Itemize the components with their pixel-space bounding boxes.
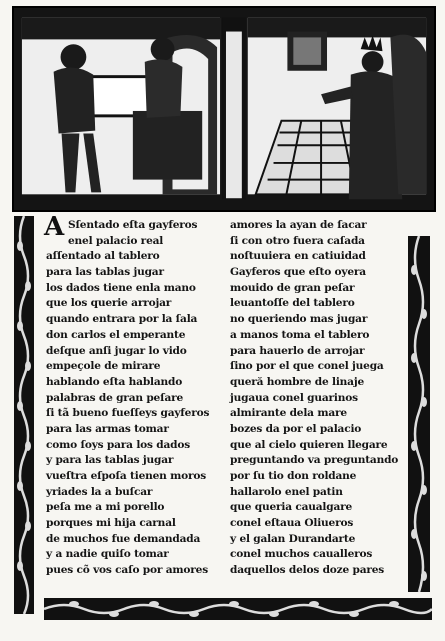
verse-line: ſino por el que conel juega: [230, 360, 384, 373]
verse-line: que al cielo quieren llegare: [230, 438, 388, 451]
verse-column-left: [46, 218, 224, 579]
verse-line: daquellos delos doze pares: [230, 564, 385, 577]
verse-line: jugaua conel guarinos: [230, 391, 358, 404]
verse-line: de muchos fue demandada: [46, 532, 201, 545]
verse-line: don carlos el emperante: [46, 328, 186, 341]
verse-line: y a nadie quiſo tomar: [46, 548, 169, 561]
verse-line: quando entrara por la ſala: [46, 313, 198, 326]
verse-line: ſi con otro fuera caſada: [230, 234, 365, 247]
decorative-border-bottom: [44, 598, 432, 620]
verse-line: a manos toma el tablero: [230, 328, 370, 341]
verse-line: hallarolo enel patin: [230, 485, 343, 498]
verse-line: enel palacio real: [68, 234, 164, 247]
verse-line: que los querie arrojar: [46, 297, 172, 310]
verse-line: Sſentado eſta gayferos: [68, 219, 198, 231]
verse-line: no queriendo mas jugar: [230, 313, 368, 326]
verse-line: hablando eſta hablando: [46, 375, 183, 388]
verse-line: leuantoſſe del tablero: [230, 297, 355, 310]
verse-line: vueſtra eſpoſa tienen moros: [46, 470, 207, 482]
verse-line: bozes da por el palacio: [230, 422, 362, 435]
verse-line: y el galan Durandarte: [230, 532, 356, 545]
verse-line: deſque anſi jugar lo vido: [46, 344, 187, 357]
verse-line: porques mi hija carnal: [46, 517, 176, 530]
verse-line: para las armas tomar: [46, 422, 169, 435]
verse-line: queră hombre de linaje: [230, 375, 365, 388]
woodcut-scene: [14, 8, 434, 210]
verse-line: mouido de gran peſar: [230, 281, 355, 294]
verse-line: preguntando va preguntando: [230, 454, 399, 467]
drop-initial: A: [44, 212, 65, 242]
verse-line: empeçole de mirare: [46, 360, 161, 373]
verse-line: Gayferos que eſto oyera: [230, 266, 366, 279]
verse-line: para hauerlo de arrojar: [230, 344, 365, 357]
verse-line: que queria caualgare: [230, 501, 353, 514]
decorative-border-left: [14, 216, 34, 614]
verse-line: aſſentado al tablero: [46, 250, 160, 263]
verse-line: conel muchos caualleros: [230, 548, 373, 561]
verse-line: para las tablas jugar: [46, 266, 164, 279]
verse-column-right: [230, 218, 408, 579]
verse-line: ſi tã bueno fueſſeys gayferos: [46, 407, 210, 420]
verse-line: palabras de gran peſare: [46, 391, 184, 404]
verse-line: amores la ayan de ſacar: [230, 219, 367, 231]
verse-line: como ſoys para los dados: [46, 438, 190, 451]
decorative-border-right: [408, 236, 430, 592]
verse-line: yriades la a buſcar: [46, 485, 153, 498]
verse-line: pues cõ vos caſo por amores: [46, 564, 208, 577]
verse-line: por ſu tio don roldane: [230, 470, 357, 482]
verse-line: conel eſtaua Oliueros: [230, 517, 354, 530]
woodcut-illustration: [12, 6, 436, 212]
verse-line: y para las tablas jugar: [46, 454, 174, 467]
verse-line: almirante dela mare: [230, 407, 347, 420]
verse-line: noſtuuiera en catiuidad: [230, 250, 366, 263]
verse-line: los dados tiene enla mano: [46, 281, 196, 294]
verse-line: peſa me a mi porello: [46, 501, 165, 514]
